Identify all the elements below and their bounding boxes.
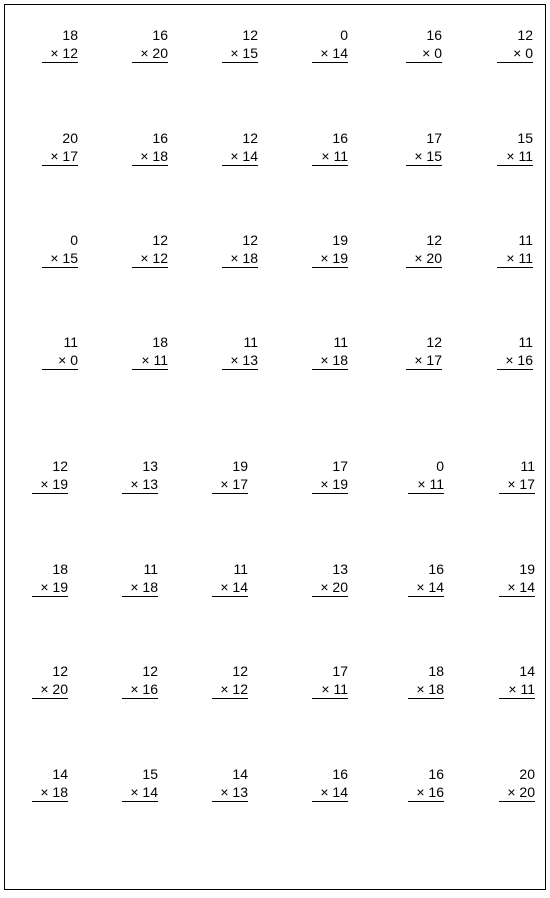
multiplicand: 0 <box>436 458 444 474</box>
multiplication-problem <box>32 662 68 699</box>
multiplication-problem <box>312 129 348 166</box>
multiplicand: 13 <box>332 561 348 577</box>
multiplication-problem <box>312 662 348 699</box>
multiplicand: 12 <box>426 232 442 248</box>
multiplicand: 14 <box>52 766 68 782</box>
multiplicand: 12 <box>242 232 258 248</box>
multiplication-problem <box>42 26 78 63</box>
multiplication-problem <box>499 560 535 597</box>
multiplication-problem <box>212 560 248 597</box>
multiplier: × 18 <box>312 351 348 370</box>
multiplication-problem <box>42 333 78 370</box>
multiplicand: 12 <box>426 334 442 350</box>
multiplication-problem <box>406 333 442 370</box>
multiplicand: 11 <box>243 334 258 350</box>
multiplicand: 18 <box>428 663 444 679</box>
multiplier: × 18 <box>122 578 158 597</box>
multiplier: × 14 <box>212 578 248 597</box>
multiplier: × 14 <box>408 578 444 597</box>
multiplier: × 14 <box>222 147 258 166</box>
multiplication-problem <box>42 129 78 166</box>
multiplicand: 14 <box>232 766 248 782</box>
multiplier: × 16 <box>122 680 158 699</box>
multiplication-problem <box>132 26 168 63</box>
multiplier: × 15 <box>42 249 78 268</box>
multiplicand: 12 <box>152 232 168 248</box>
multiplicand: 16 <box>428 766 444 782</box>
multiplier: × 13 <box>212 783 248 802</box>
multiplier: × 13 <box>222 351 258 370</box>
multiplication-problem <box>122 560 158 597</box>
multiplier: × 11 <box>132 351 168 370</box>
multiplier: × 20 <box>499 783 535 802</box>
multiplicand: 17 <box>332 663 348 679</box>
multiplicand: 12 <box>52 663 68 679</box>
multiplication-problem <box>222 26 258 63</box>
multiplicand: 18 <box>152 334 168 350</box>
multiplier: × 20 <box>406 249 442 268</box>
multiplicand: 11 <box>233 561 248 577</box>
multiplier: × 11 <box>497 147 533 166</box>
multiplication-problem <box>132 129 168 166</box>
multiplier: × 17 <box>406 351 442 370</box>
multiplier: × 14 <box>312 783 348 802</box>
multiplicand: 16 <box>428 561 444 577</box>
multiplicand: 12 <box>242 27 258 43</box>
multiplicand: 16 <box>426 27 442 43</box>
multiplier: × 14 <box>122 783 158 802</box>
multiplicand: 13 <box>142 458 158 474</box>
multiplicand: 12 <box>242 130 258 146</box>
multiplicand: 16 <box>152 27 168 43</box>
multiplicand: 17 <box>332 458 348 474</box>
worksheet-page <box>4 4 546 890</box>
multiplication-problem <box>312 560 348 597</box>
multiplier: × 15 <box>406 147 442 166</box>
multiplier: × 12 <box>42 44 78 63</box>
multiplication-problem <box>32 765 68 802</box>
multiplier: × 19 <box>312 475 348 494</box>
multiplication-problem <box>312 333 348 370</box>
multiplier: × 11 <box>408 475 444 494</box>
multiplicand: 16 <box>152 130 168 146</box>
multiplicand: 16 <box>332 766 348 782</box>
multiplication-problem <box>222 129 258 166</box>
multiplier: × 12 <box>212 680 248 699</box>
multiplier: × 17 <box>499 475 535 494</box>
multiplicand: 15 <box>517 130 533 146</box>
multiplication-problem <box>497 26 533 63</box>
multiplication-problem <box>497 333 533 370</box>
multiplication-problem <box>497 231 533 268</box>
multiplication-problem <box>32 560 68 597</box>
multiplication-problem <box>212 457 248 494</box>
multiplicand: 0 <box>70 232 78 248</box>
multiplicand: 12 <box>517 27 533 43</box>
multiplicand: 11 <box>333 334 348 350</box>
multiplication-problem <box>312 26 348 63</box>
multiplier: × 18 <box>132 147 168 166</box>
multiplicand: 11 <box>143 561 158 577</box>
multiplier: × 14 <box>312 44 348 63</box>
multiplicand: 0 <box>340 27 348 43</box>
multiplicand: 18 <box>52 561 68 577</box>
multiplier: × 16 <box>408 783 444 802</box>
multiplication-problem <box>32 457 68 494</box>
multiplicand: 15 <box>142 766 158 782</box>
multiplicand: 12 <box>52 458 68 474</box>
multiplier: × 12 <box>132 249 168 268</box>
multiplication-problem <box>312 765 348 802</box>
multiplicand: 14 <box>519 663 535 679</box>
multiplicand: 11 <box>518 334 533 350</box>
multiplication-problem <box>406 26 442 63</box>
multiplier: × 0 <box>497 44 533 63</box>
multiplication-problem <box>122 662 158 699</box>
multiplication-problem <box>212 662 248 699</box>
multiplicand: 11 <box>518 232 533 248</box>
multiplier: × 11 <box>312 680 348 699</box>
multiplication-problem <box>408 662 444 699</box>
multiplication-problem <box>312 457 348 494</box>
multiplier: × 19 <box>32 475 68 494</box>
multiplier: × 18 <box>222 249 258 268</box>
multiplicand: 11 <box>63 334 78 350</box>
multiplication-problem <box>222 333 258 370</box>
multiplier: × 20 <box>32 680 68 699</box>
multiplier: × 11 <box>497 249 533 268</box>
multiplier: × 18 <box>32 783 68 802</box>
multiplication-problem <box>132 333 168 370</box>
multiplicand: 20 <box>519 766 535 782</box>
multiplication-problem <box>497 129 533 166</box>
multiplier: × 17 <box>42 147 78 166</box>
multiplier: × 11 <box>312 147 348 166</box>
multiplication-problem <box>222 231 258 268</box>
multiplier: × 19 <box>32 578 68 597</box>
multiplier: × 0 <box>42 351 78 370</box>
multiplicand: 19 <box>332 232 348 248</box>
multiplicand: 18 <box>62 27 78 43</box>
multiplication-problem <box>132 231 168 268</box>
multiplier: × 14 <box>499 578 535 597</box>
multiplication-problem <box>408 765 444 802</box>
multiplicand: 19 <box>519 561 535 577</box>
multiplicand: 12 <box>142 663 158 679</box>
multiplier: × 0 <box>406 44 442 63</box>
multiplication-problem <box>408 457 444 494</box>
multiplicand: 17 <box>426 130 442 146</box>
multiplier: × 16 <box>497 351 533 370</box>
multiplier: × 19 <box>312 249 348 268</box>
multiplication-problem <box>499 457 535 494</box>
multiplication-problem <box>42 231 78 268</box>
multiplication-problem <box>499 765 535 802</box>
multiplication-problem <box>312 231 348 268</box>
multiplication-problem <box>212 765 248 802</box>
multiplier: × 17 <box>212 475 248 494</box>
multiplier: × 13 <box>122 475 158 494</box>
multiplier: × 20 <box>312 578 348 597</box>
multiplicand: 20 <box>62 130 78 146</box>
multiplication-problem <box>122 765 158 802</box>
multiplication-problem <box>122 457 158 494</box>
multiplication-problem <box>406 231 442 268</box>
multiplication-problem <box>408 560 444 597</box>
multiplier: × 15 <box>222 44 258 63</box>
multiplicand: 16 <box>332 130 348 146</box>
multiplier: × 18 <box>408 680 444 699</box>
multiplicand: 12 <box>232 663 248 679</box>
multiplication-problem <box>499 662 535 699</box>
multiplicand: 19 <box>232 458 248 474</box>
multiplier: × 20 <box>132 44 168 63</box>
multiplicand: 11 <box>520 458 535 474</box>
multiplication-problem <box>406 129 442 166</box>
multiplier: × 11 <box>499 680 535 699</box>
